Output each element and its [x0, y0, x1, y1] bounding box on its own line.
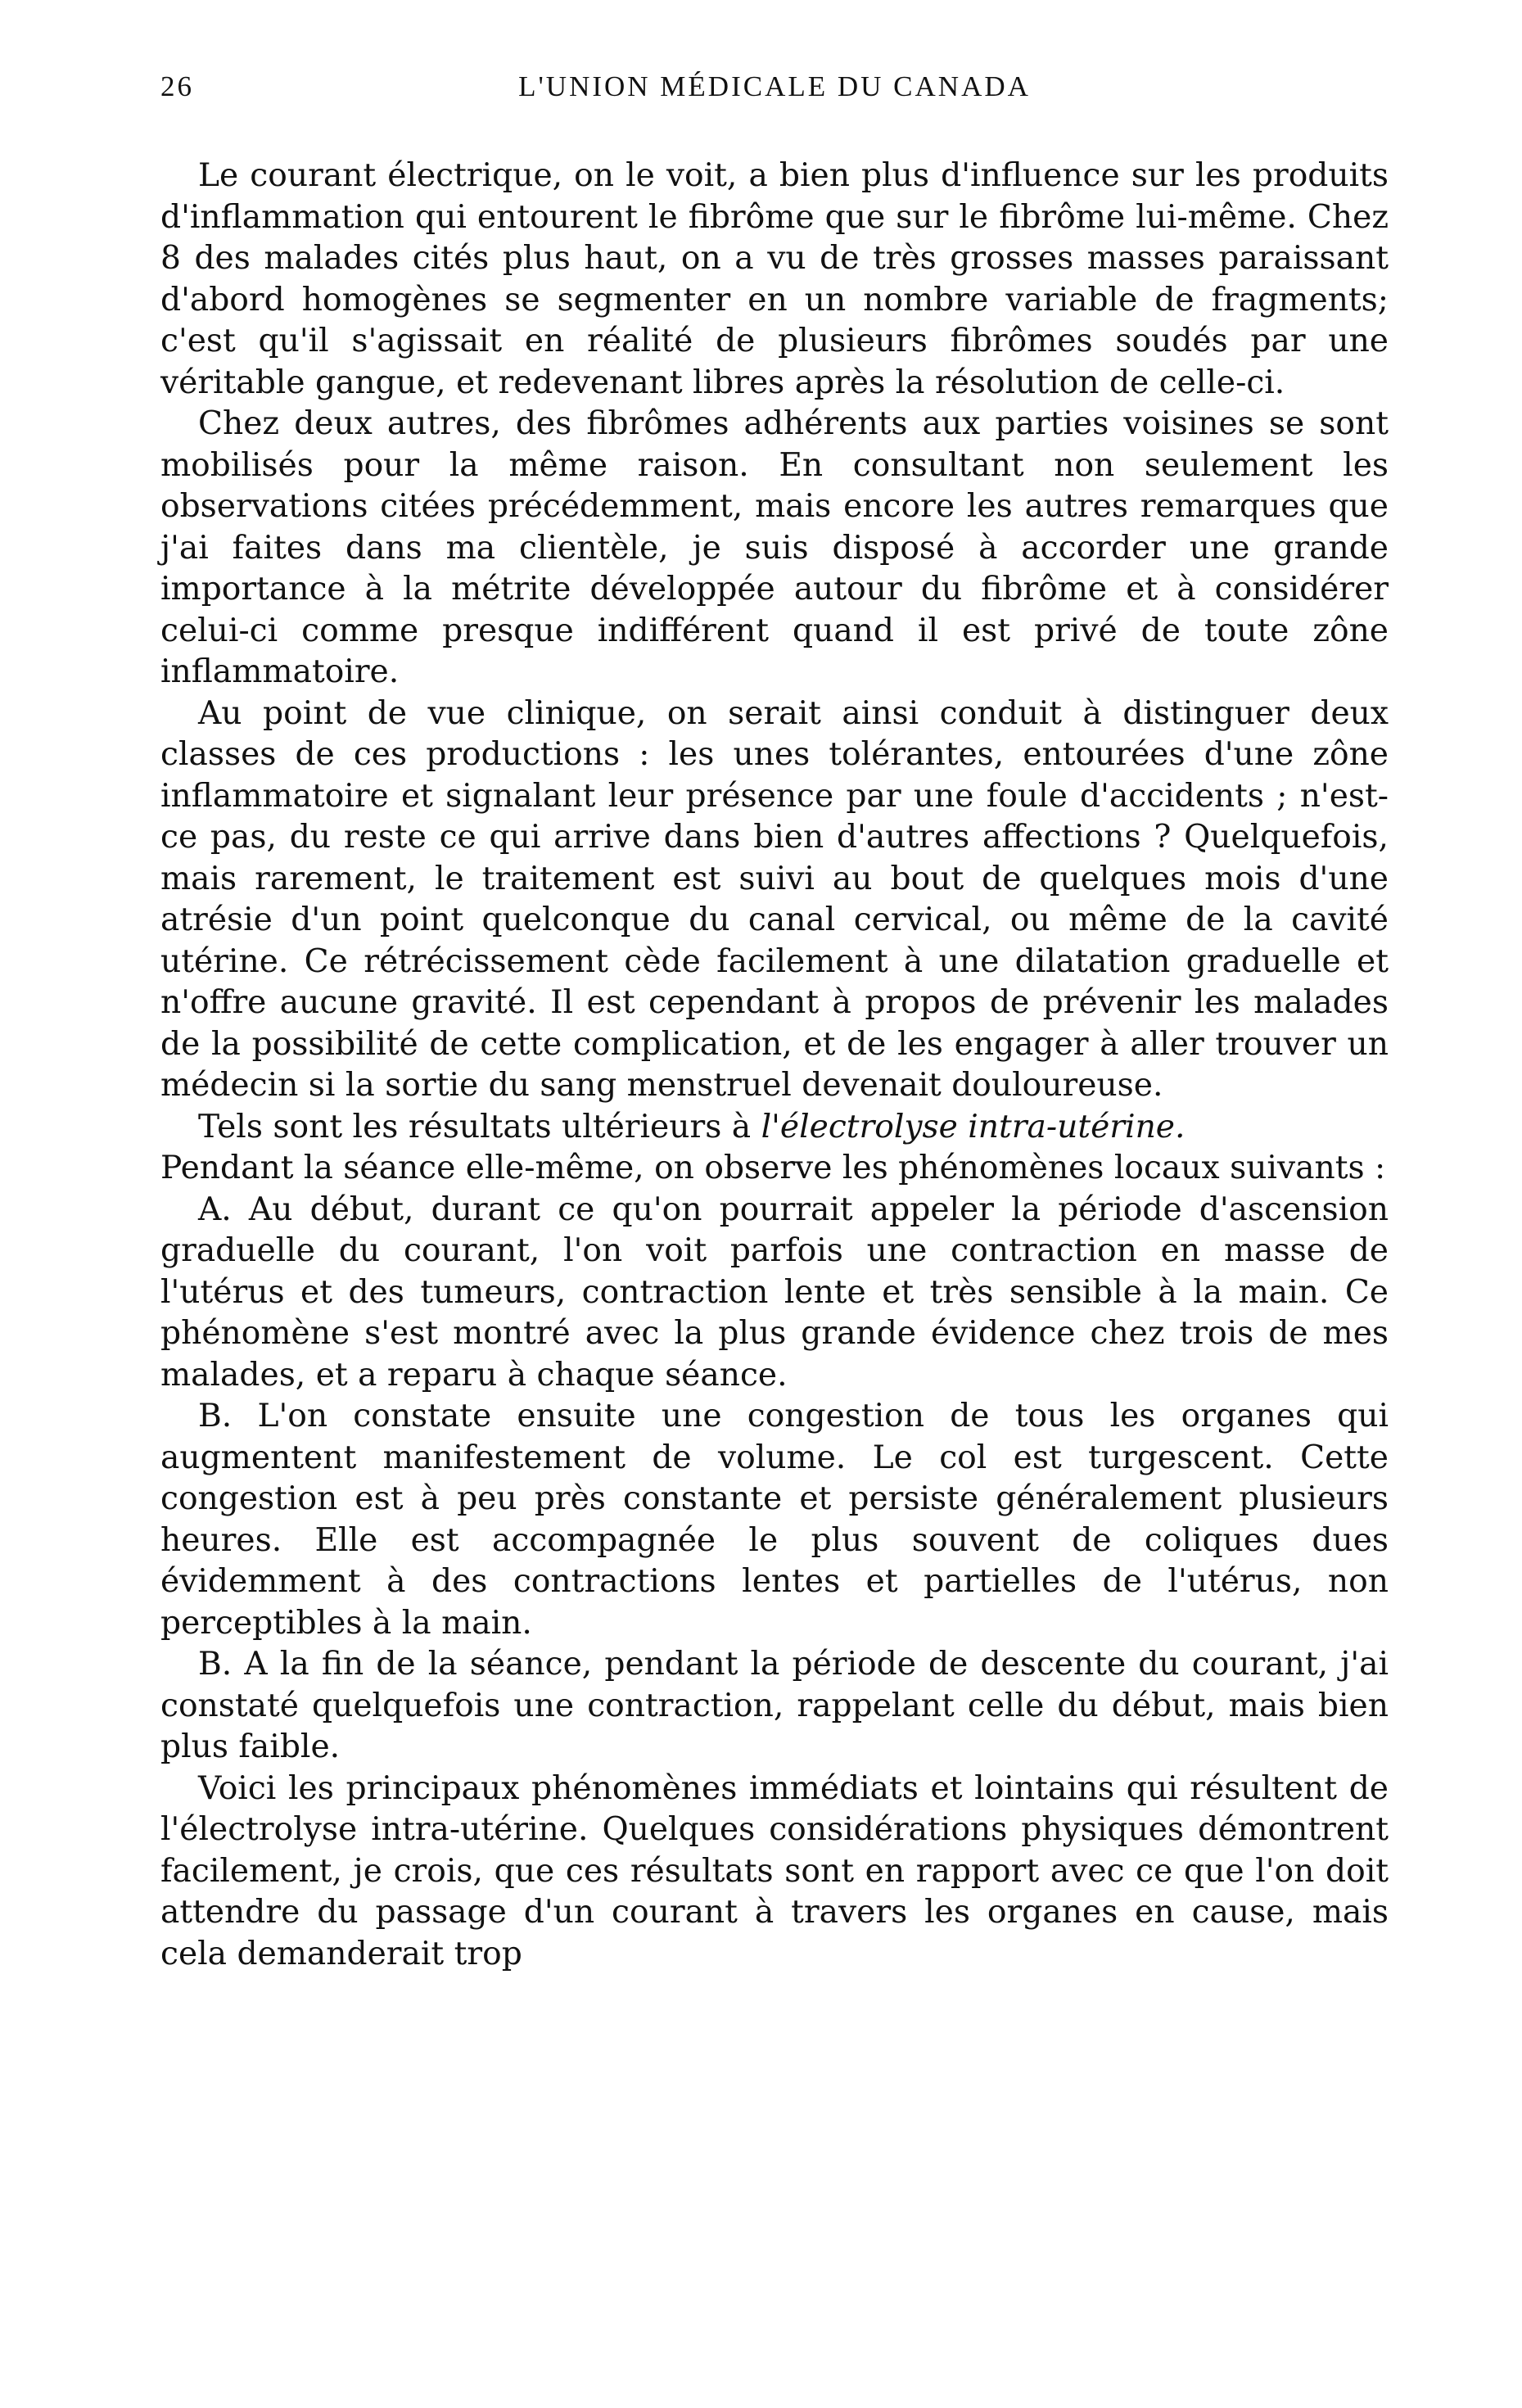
paragraph-3: Au point de vue clinique, on serait ainsi conduit à distinguer deux classes de ces productions : les unes tolérantes, entourées d'une zône inflammatoire et signalant leur présence par une foule d'accidents ; n'est-ce pas, du reste ce qui arrive dans bien d'autres affections ? Quelquefois, mais rarement, le traitement est suivi au bout de quelques mois d'une atrésie d'un point quelconque du canal cervical, ou même de la cavité utérine. Ce rétrécissement cède facilement à une dilatation graduelle et n'offre aucune gravité. Il est cependant à propos de prévenir les malades de la possibilité de cette complication, et de les engager à aller trouver un médecin si la sortie du sang menstruel devenait douloureuse.: [160, 694, 1389, 1104]
paragraph-7: B. A la fin de la séance, pendant la période de descente du courant, j'ai constaté quelquefois une contraction, rappelant celle du début, mais bien plus faible.: [160, 1646, 1389, 1765]
paragraph-1: Le courant électrique, on le voit, a bien plus d'influence sur les produits d'inflammation qui entourent le fibrôme que sur le fibrôme lui-même. Chez 8 des malades cités plus haut, on a vu de très grosses masses paraissant d'abord homogènes se segmenter en un nombre variable de fragments; c'est qu'il s'agissait en réalité de plusieurs fibrômes soudés par une véritable gangue, et redevenant libres après la résolution de celle-ci.: [160, 157, 1389, 401]
page-header: [160, 70, 1389, 120]
page-number: 26: [160, 70, 194, 102]
running-title: L'UNION MÉDICALE DU CANADA: [518, 70, 1031, 102]
document-page: [160, 70, 1389, 1975]
body-text: [160, 156, 1389, 1975]
paragraph-4: [160, 1107, 1389, 1190]
results-italic: l'électrolyse intra-utérine.: [761, 1108, 1186, 1145]
paragraph-6: B. L'on constate ensuite une congestion de tous les organes qui augmentent manifestement de volume. Le col est turgescent. Cette congestion est à peu près constante et persiste généralement plusieurs heures. Elle est accompagnée le plus souvent de coliques dues évidemment à des contractions lentes et partielles de l'utérus, non perceptibles à la main.: [160, 1398, 1389, 1642]
results-lead: Tels sont les résultats ultérieurs à: [198, 1108, 761, 1145]
paragraph-5: A. Au début, durant ce qu'on pourrait appeler la période d'ascension graduelle du courant, l'on voit parfois une contraction en masse de l'utérus et des tumeurs, contraction lente et très sensible à la main. Ce phénomène s'est montré avec la plus grande évidence chez trois de mes malades, et a reparu à chaque séance.: [160, 1190, 1389, 1394]
paragraph-4-continuation: Pendant la séance elle-même, on observe les phénomènes locaux suivants :: [160, 1150, 1386, 1186]
paragraph-2: Chez deux autres, des fibrômes adhérents aux parties voisines se sont mobilisés pour la même raison. En consultant non seulement les observations citées précédemment, mais encore les autres remarques que j'ai faites dans ma clientèle, je suis disposé à accorder une grande importance à la métrite développée autour du fibrôme et à considérer celui-ci comme presque indifférent quand il est privé de toute zône inflammatoire.: [160, 405, 1389, 690]
paragraph-8: Voici les principaux phénomènes immédiats et lointains qui résultent de l'électrolyse intra-utérine. Quelques considérations physiques démontrent facilement, je crois, que ces résultats sont en rapport avec ce que l'on doit attendre du passage d'un courant à travers les organes en cause, mais cela demanderait trop: [160, 1769, 1389, 1972]
